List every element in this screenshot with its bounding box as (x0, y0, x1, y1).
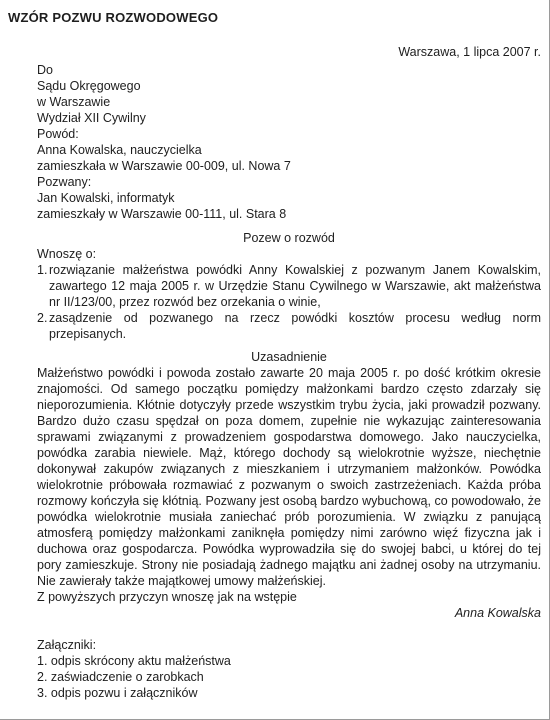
defendant-label: Pozwany: (37, 175, 92, 189)
claim-intro: Wnoszę o: (37, 247, 97, 261)
closing-line: Z powyższych przyczyn wnoszę jak na wstępie (37, 590, 297, 604)
attachments-heading: Załączniki: (37, 638, 97, 652)
plaintiff-address: zamieszkała w Warszawie 00-009, ul. Nowa 7 (37, 159, 291, 173)
addressee-line: w Warszawie (37, 95, 111, 109)
addressee-block (37, 62, 541, 126)
attachments-list (37, 653, 541, 701)
claim-heading: Pozew o rozwód (243, 231, 335, 245)
addressee-line: Sądu Okręgowego (37, 79, 141, 93)
claim-item (37, 310, 541, 342)
plaintiff-block (37, 126, 541, 174)
claim-item-text: zasądzenie od pozwanego na rzecz powódki kosztów procesu według norm przepisanych. (49, 311, 541, 341)
attachment-item: 2. zaświadczenie o zarobkach (37, 670, 204, 684)
plaintiff-name: Anna Kowalska, nauczycielka (37, 143, 202, 157)
claim-list (37, 262, 541, 342)
claim-item-text: rozwiązanie małżeństwa powódki Anny Kowalskiej z pozwanym Janem Kowalskim, zawartego 12 maja 2005 r. w Urzędzie Stanu Cywilnego w Warszawie, akt małżeństwa nr II/123/00, przez rozwód bez orzekania o winie, (49, 263, 541, 309)
defendant-address: zamieszkały w Warszawie 00-111, ul. Stara 8 (37, 207, 287, 221)
document-body (37, 44, 541, 701)
addressee-line: Do (37, 63, 53, 77)
defendant-block (37, 174, 541, 222)
claim-item (37, 262, 541, 310)
claim-item-number: 1. (37, 263, 48, 277)
attachment-item: 1. odpis skrócony aktu małżeństwa (37, 654, 231, 668)
document-title: WZÓR POZWU ROZWODOWEGO (8, 10, 219, 25)
justification-text: Małżeństwo powódki i powoda zostało zawarte 20 maja 2005 r. po dość krótkim okresie znajomości. Od samego początku pomiędzy małżonkami bardzo często zdarzały się nieporozumienia. Kłótnie dotyczyły przede wszystkim trybu życia, jaki prowadził pozwany. Bardzo dużo czasu spędzał on poza domem, zupełnie nie wykazując zainteresowania sprawami związanymi z prowadzeniem gospodarstwa domowego. Jako nauczycielka, powódka zarabia niewiele. Mąż, którego dochody są wielokrotnie wyższe, niechętnie dokonywał zakupów związanych z mieszkaniem i utrzymaniem małżonków. Powódka wielokrotnie próbowała rozmawiać z pozwanym o swoich zastrzeżeniach. Każda próba rozmowy kończyła się kłótnią. Pozwany jest osobą bardzo wybuchową, co powodowało, że powódka wielokrotnie musiała zaniechać prób porozumienia. W związku z panującą atmosferą pomiędzy małżonkami zaniknęła pomiędzy nimi zarówno więź fizyczna jak i duchowa oraz gospodarcza. Powódka wyprowadziła się do swojej babci, u której do tej pory zamieszkuje. Strony nie posiadają żadnego majątku ani żadnej osoby na utrzymaniu. Nie zawierały także majątkowej umowy małżeńskiej. (37, 366, 541, 588)
defendant-name: Jan Kowalski, informatyk (37, 191, 175, 205)
date-place: Warszawa, 1 lipca 2007 r. (398, 45, 541, 59)
justification-heading: Uzasadnienie (251, 350, 327, 364)
claim-item-number: 2. (37, 311, 48, 325)
addressee-line: Wydział XII Cywilny (37, 111, 146, 125)
signature: Anna Kowalska (454, 606, 541, 620)
plaintiff-label: Powód: (37, 127, 79, 141)
attachment-item: 3. odpis pozwu i załączników (37, 686, 198, 700)
